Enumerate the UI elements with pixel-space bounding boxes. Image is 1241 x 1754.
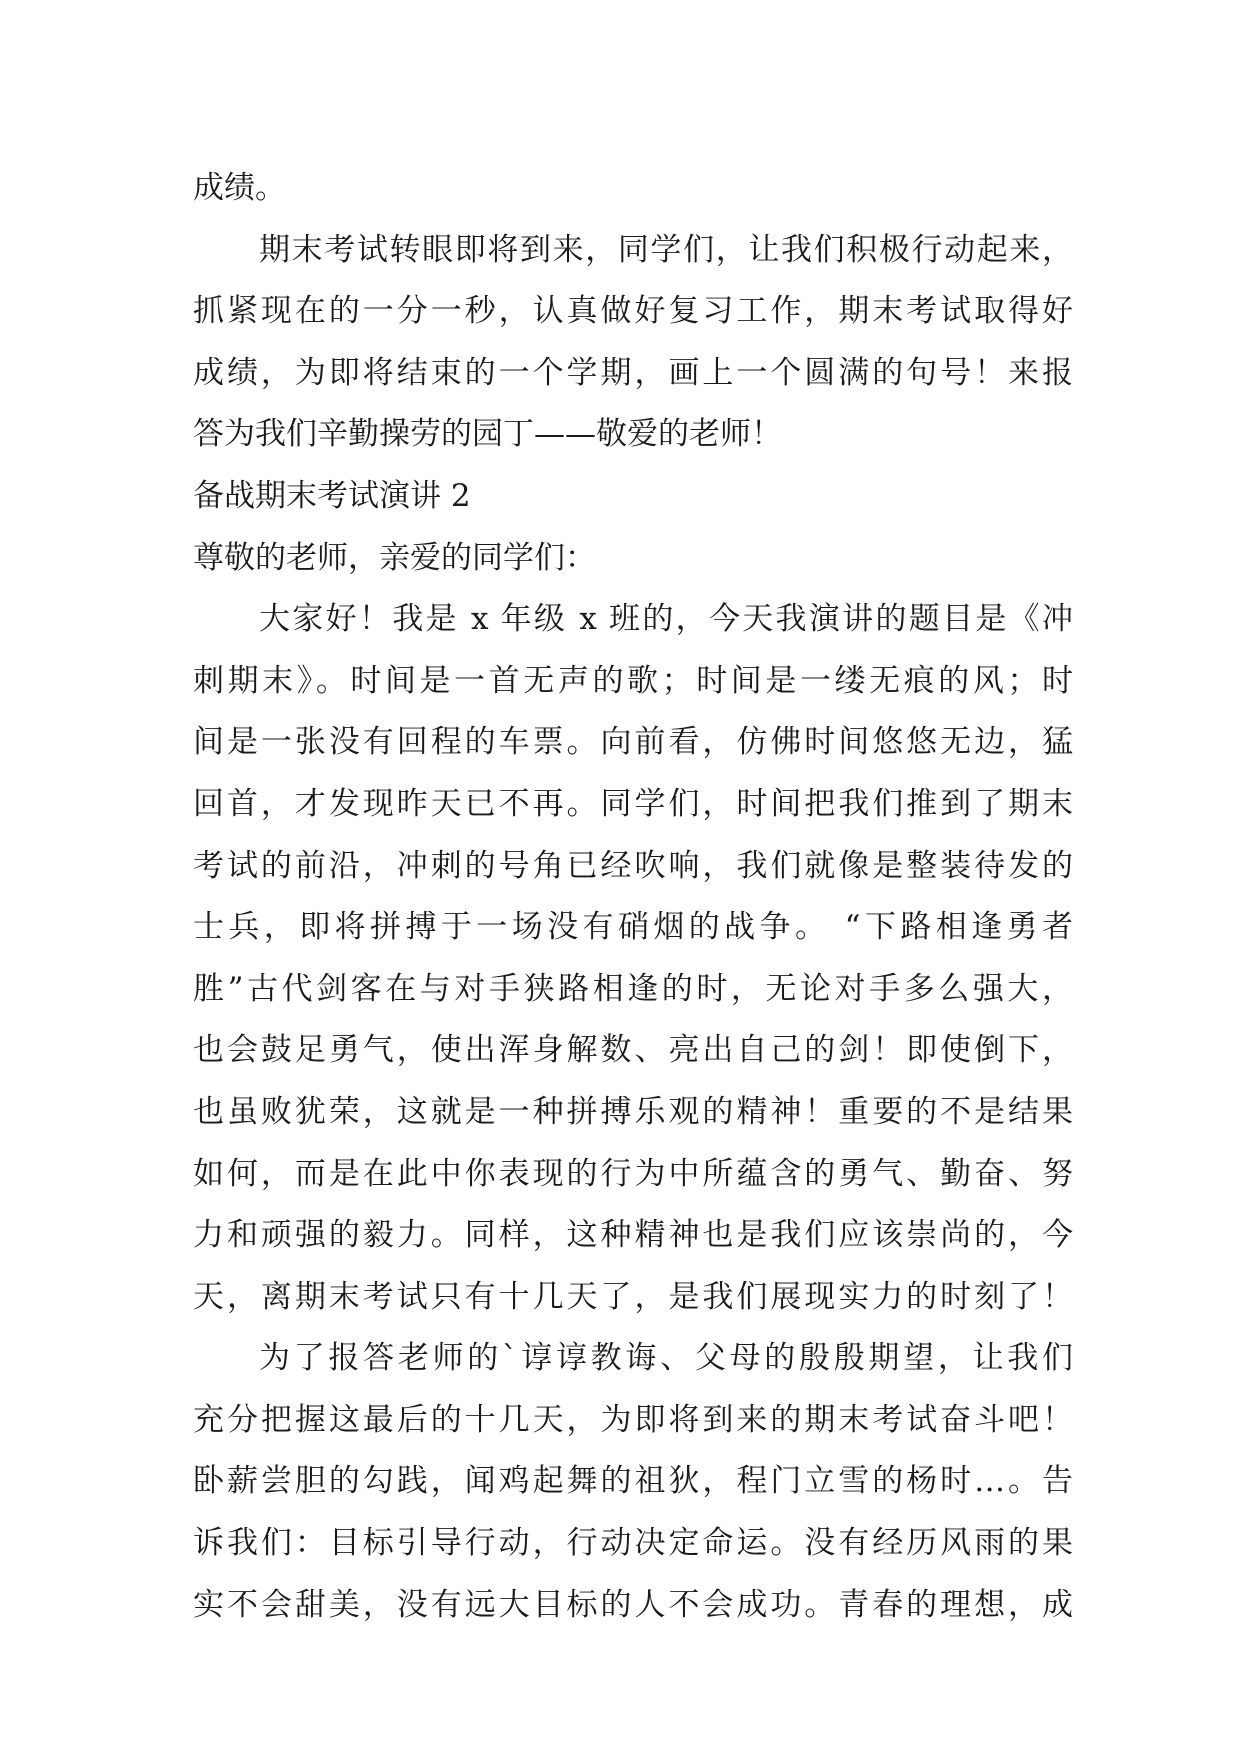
text-line: 回首，才发现昨天已不再。同学们，时间把我们推到了期末 [193, 785, 1073, 822]
text-line: 成绩，为即将结束的一个学期，画上一个圆满的句号！来报 [193, 354, 1073, 391]
salutation: 尊敬的老师，亲爱的同学们： [193, 539, 596, 576]
text-line: 胜”古代剑客在与对手狭路相逢的时，无论对手多么强大， [193, 970, 1073, 1007]
section-heading: 备战期末考试演讲 2 [193, 477, 471, 514]
text-line: 如何，而是在此中你表现的行为中所蕴含的勇气、勤奋、努 [193, 1155, 1073, 1192]
text-line: 为了报答老师的`谆谆教诲、父母的殷殷期望，让我们 [259, 1340, 1073, 1377]
text-line: 实不会甜美，没有远大目标的人不会成功。青春的理想，成 [193, 1586, 1073, 1623]
text-line: 抓紧现在的一分一秒，认真做好复习工作，期末考试取得好 [193, 293, 1073, 330]
document-body [193, 158, 1073, 1636]
text-line: 成绩。 [193, 170, 286, 206]
text-line: 诉我们：目标引导行动，行动决定命运。没有经历风雨的果 [193, 1525, 1073, 1562]
text-line: 卧薪尝胆的勾践，闻鸡起舞的祖狄，程门立雪的杨时…。告 [193, 1463, 1073, 1500]
text-line: 间是一张没有回程的车票。向前看，仿佛时间悠悠无边，猛 [193, 724, 1073, 761]
text-line: 答为我们辛勤操劳的园丁——敬爱的老师！ [193, 416, 782, 453]
text-line: 期末考试转眼即将到来，同学们，让我们积极行动起来， [259, 231, 1073, 268]
text-line: 也虽败犹荣，这就是一种拼搏乐观的精神！重要的不是结果 [193, 1093, 1073, 1130]
text-line: 天，离期末考试只有十几天了，是我们展现实力的时刻了！ [193, 1278, 1073, 1315]
text-line: 充分把握这最后的十几天，为即将到来的期末考试奋斗吧！ [193, 1401, 1073, 1438]
text-line: 刺期末》。时间是一首无声的歌；时间是一缕无痕的风；时 [193, 662, 1073, 699]
text-line: 大家好！我是 x 年级 x 班的，今天我演讲的题目是《冲 [259, 601, 1073, 638]
text-line: 也会鼓足勇气，使出浑身解数、亮出自己的剑！即使倒下， [193, 1032, 1073, 1069]
text-line: 士兵，即将拼搏于一场没有硝烟的战争。 “下路相逢勇者 [193, 909, 1073, 946]
text-line: 考试的前沿，冲刺的号角已经吹响，我们就像是整装待发的 [193, 847, 1073, 884]
text-line: 力和顽强的毅力。同样，这种精神也是我们应该崇尚的，今 [193, 1217, 1073, 1254]
